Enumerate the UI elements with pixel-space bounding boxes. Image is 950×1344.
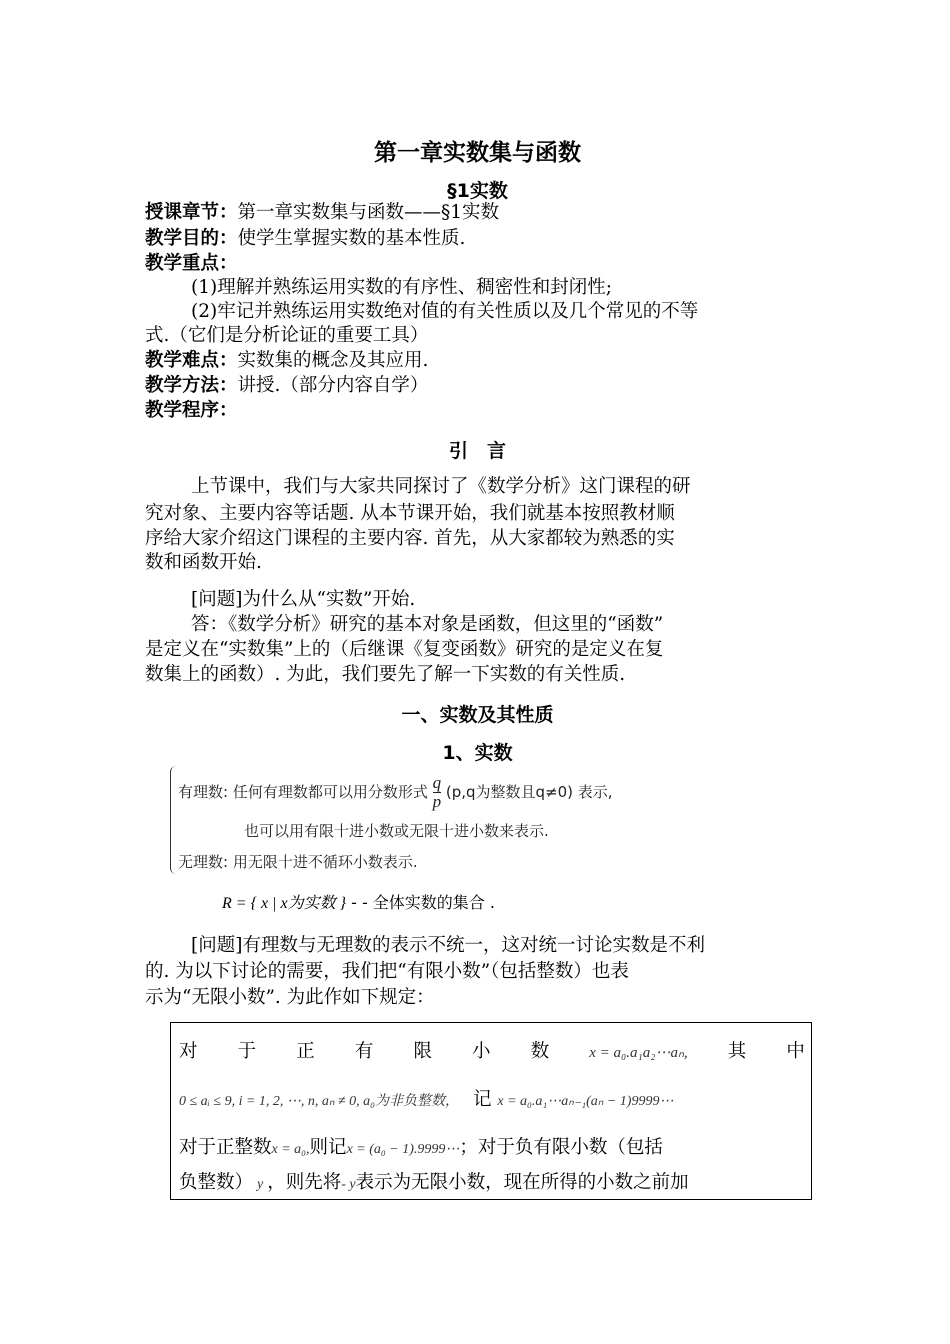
intro-heading: 引 言 bbox=[448, 440, 506, 462]
meta-value: 讲授.（部分内容自学） bbox=[237, 375, 429, 396]
meta-label: 授课章节： bbox=[145, 202, 238, 223]
integer-formula: x = a₀, bbox=[271, 1142, 310, 1157]
answer-line-2: 是定义在“实数集”上的（后继课《复变函数》研究的是定义在复 bbox=[145, 639, 664, 660]
answer-line-1: 答：《数学分析》研究的基本对象是函数，但这里的“函数” bbox=[191, 614, 664, 635]
section-title: §1实数 bbox=[447, 180, 508, 202]
section-heading-1-1: 1、实数 bbox=[442, 742, 513, 764]
meta-row-method bbox=[145, 373, 810, 398]
box-line-2: 0 ≤ aᵢ ≤ 9, i = 1, 2, ⋯, n, aₙ ≠ 0, a₀为非负整数， 记 x = a₀.a₁⋯aₙ₋₁(aₙ − 1)9999⋯ bbox=[179, 1089, 674, 1110]
focus-point-2-cont: 式.（它们是分析论证的重要工具） bbox=[145, 325, 429, 346]
intro-line-1: 上节课中，我们与大家共同探讨了《数学分析》这门课程的研 bbox=[191, 476, 691, 497]
question-text: 为什么从“实数”开始. bbox=[242, 589, 416, 610]
definition-box bbox=[170, 1022, 812, 1200]
fraction-denominator: p bbox=[432, 792, 442, 811]
real-set-definition bbox=[222, 890, 495, 913]
focus-point-1: (1)理解并熟练运用实数的有序性、稠密性和封闭性; bbox=[191, 277, 612, 298]
meta-row-goal bbox=[145, 226, 810, 251]
question-2-line-2: 的. 为以下讨论的需要，我们把“有限小数”（包括整数）也表 bbox=[145, 961, 629, 982]
question-tag: [问题] bbox=[191, 935, 243, 956]
box-line-4: 负整数） y ，则先将- y表示为无限小数，现在所得的小数之前加 bbox=[179, 1172, 689, 1193]
meta-value: 使学生掌握实数的基本性质. bbox=[237, 228, 466, 249]
intro-line-3: 序给大家介绍这门课程的主要内容. 首先，从大家都较为熟悉的实 bbox=[145, 528, 675, 549]
fraction-numerator: q bbox=[432, 773, 442, 792]
box-line-3: 对于正整数x = a₀,则记x = (a₀ − 1).9999⋯；对于负有限小数（包括 bbox=[179, 1137, 663, 1158]
meta-row-focus bbox=[145, 251, 810, 276]
fraction bbox=[433, 774, 442, 811]
intro-line-4: 数和函数开始. bbox=[145, 552, 262, 573]
meta-value: 第一章实数集与函数——§1实数 bbox=[237, 202, 500, 223]
meta-value: 实数集的概念及其应用. bbox=[237, 350, 429, 371]
meta-label: 教学程序： bbox=[145, 400, 238, 421]
meta-row-procedure bbox=[145, 398, 810, 423]
rational-definition: 有理数: 任何有理数都可以用分数形式 $\frac{q}{p}$ (p,q为整数且q≠0) 表示, bbox=[178, 773, 613, 811]
real-set-desc: - - 全体实数的集合 . bbox=[351, 893, 495, 912]
box-line-1: 对 于 正 有 限 小 数 x = a₀.a₁a₂⋯aₙ, 其 中 bbox=[179, 1041, 805, 1062]
var-y: y bbox=[257, 1177, 264, 1192]
question-tag: [问题] bbox=[191, 589, 243, 610]
rational-decimal-note: 也可以用有限十进小数或无限十进小数来表示. bbox=[244, 822, 549, 840]
number-classification bbox=[170, 766, 770, 876]
real-set-formula: R = { x | x为实数 } bbox=[222, 895, 346, 912]
integer-infinite-formula: x = (a₀ − 1).9999⋯ bbox=[346, 1142, 460, 1157]
meta-label: 教学方法： bbox=[145, 375, 238, 396]
digit-condition-formula: 0 ≤ aᵢ ≤ 9, i = 1, 2, ⋯, n, aₙ ≠ 0, a₀为非负整数， bbox=[179, 1094, 460, 1109]
intro-line-2: 究对象、主要内容等话题. 从本节课开始，我们就基本按照教材顺 bbox=[145, 503, 675, 524]
question-2-line-1: [问题]有理数与无理数的表示不统一，这对统一讨论实数是不利 bbox=[191, 935, 705, 956]
answer-line-3: 数集上的函数）. 为此，我们要先了解一下实数的有关性质. bbox=[145, 664, 626, 685]
question-2-line-3: 示为“无限小数”. 为此作如下规定： bbox=[145, 987, 435, 1008]
meta-row-difficulty bbox=[145, 348, 810, 373]
meta-row-chapter bbox=[145, 200, 810, 225]
meta-label: 教学重点： bbox=[145, 253, 238, 274]
chapter-title: 第一章实数集与函数 bbox=[374, 140, 581, 166]
finite-decimal-formula: x = a₀.a₁a₂⋯aₙ, bbox=[589, 1045, 688, 1061]
section-heading-1: 一、实数及其性质 bbox=[401, 704, 554, 726]
irrational-definition: 无理数: 用无限十进不循环小数表示. bbox=[178, 853, 418, 871]
meta-label: 教学目的： bbox=[145, 228, 238, 249]
focus-point-2: (2)牢记并熟练运用实数绝对值的有关性质以及几个常见的不等 bbox=[191, 301, 699, 322]
var-neg-y: - y bbox=[341, 1177, 356, 1192]
question-1 bbox=[191, 587, 811, 612]
meta-label: 教学难点： bbox=[145, 350, 238, 371]
infinite-form-formula: x = a₀.a₁⋯aₙ₋₁(aₙ − 1)9999⋯ bbox=[497, 1094, 674, 1109]
